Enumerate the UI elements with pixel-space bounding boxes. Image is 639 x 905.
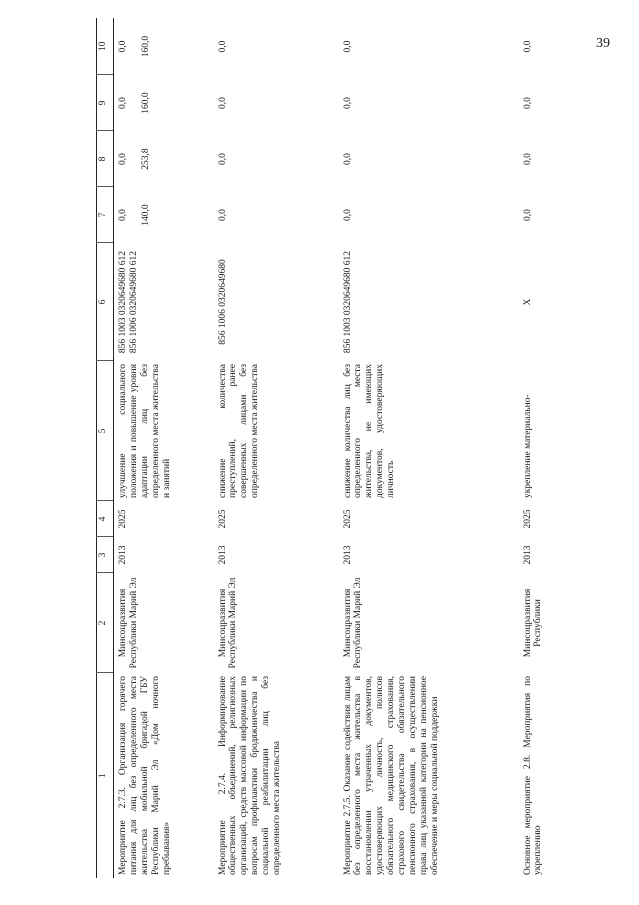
- start-year: 2013: [217, 545, 228, 565]
- header-cell: 4: [97, 501, 114, 537]
- start-year: 2013: [522, 545, 533, 565]
- value-col8: [114, 131, 214, 187]
- budget-code-line: 856 1003 0320649680 612: [118, 250, 128, 354]
- value-col10: 0,0: [342, 40, 353, 53]
- header-cell: 8: [97, 131, 114, 187]
- header-row: [97, 18, 114, 878]
- value: 0,0: [118, 153, 128, 165]
- header-cell: 6: [97, 243, 114, 361]
- measure-name: Мероприятие 2.7.3. Организация горячего питания для лиц без определенного места жительства мобильной бригадой ГБУ Республики Марий Эл «Дом ночного пребывания»: [118, 676, 172, 875]
- expected-result: улучшение социального положения и повышение уровня адаптации лиц без определенного места жительства и занятий: [118, 364, 172, 498]
- expected-result: снижение количества лиц без определенного места жительства, не имеющих документов, удостоверяющих личность: [342, 364, 397, 498]
- table-row: [339, 18, 519, 878]
- value-col8: 0,0: [342, 153, 353, 165]
- value-col8: 0,0: [522, 153, 533, 165]
- measure-name: Основное мероприятие 2.8. Мероприятия по укреплению: [522, 676, 544, 875]
- value-col10: 0,0: [217, 40, 228, 53]
- value: 0,0: [118, 209, 128, 221]
- value-col8: 0,0: [217, 153, 228, 165]
- measure-name: Мероприятие 2.7.4. Информирование общественных объединений, религиозных организаций, средств массовой информации по вопросам профилактики бродяжничества и социальной реабилитации лиц без определенного места жительства: [217, 676, 283, 875]
- executor: Минсоцразвития Республики Марий Эл: [118, 577, 139, 669]
- budget-code-line: 856 1006 0320649680 612: [128, 250, 139, 354]
- value: 253,8: [140, 148, 151, 170]
- header-cell: 5: [97, 361, 114, 501]
- executor: Минсоцразвития Республики Марий Эл: [217, 577, 239, 669]
- header-cell: 7: [97, 187, 114, 243]
- end-year: 2025: [342, 509, 353, 529]
- table-row: [519, 18, 559, 878]
- budget-code: X: [522, 298, 533, 306]
- executor: Минсоцразвития Республики: [522, 588, 544, 658]
- value-col9: 0,0: [342, 97, 353, 109]
- value-col9: 0,0: [522, 97, 533, 109]
- value: 0,0: [118, 40, 128, 53]
- value-col9: 0,0: [217, 97, 228, 109]
- start-year: 2013: [342, 545, 353, 565]
- end-year: 2025: [522, 509, 533, 529]
- header-cell: 10: [97, 18, 114, 75]
- value-col9: [114, 75, 214, 131]
- budget-code: 856 1003 0320649680 612: [342, 250, 353, 354]
- budget-code: 856 1006 0320649680: [217, 259, 228, 345]
- value-col7: 0,0: [522, 209, 533, 221]
- value: 0,0: [118, 97, 128, 109]
- header-cell: 9: [97, 75, 114, 131]
- table-row: [114, 18, 214, 878]
- measure-name: Мероприятие 2.7.5. Оказание содействия лицам без определенного места жительства в восстановлении утраченных документов, удостоверяющих личность, полисов обязательного медицинского страхования, страхового свидетельства обязательного пенсионного страхования, в осуществлении права лиц указанной категории на пенсионное обеспечение и меры социальной поддержки: [342, 676, 440, 875]
- page-number: 39: [596, 36, 610, 51]
- table-row: [214, 18, 339, 878]
- value-col7: [114, 187, 214, 243]
- header-cell: 2: [97, 573, 114, 673]
- header-cell: 3: [97, 537, 114, 573]
- rotated-table-container: [96, 18, 616, 878]
- value-col10: 0,0: [522, 40, 533, 53]
- start-year: 2013: [118, 545, 128, 565]
- executor: Минсоцразвития Республики Марий Эл: [342, 577, 364, 669]
- value: 160,0: [140, 92, 151, 114]
- value-col7: 0,0: [217, 209, 228, 221]
- expected-result: снижение количества преступлений, ранее совершенных лицами без определенного места жительства: [217, 364, 261, 498]
- value-col10: [114, 18, 214, 75]
- header-cell: 1: [97, 673, 114, 878]
- value: 160,0: [140, 35, 151, 58]
- budget-code: [114, 243, 214, 361]
- program-measures-table: [96, 18, 559, 878]
- value: 140,0: [140, 204, 151, 226]
- value-col7: 0,0: [342, 209, 353, 221]
- end-year: 2025: [118, 509, 128, 529]
- end-year: 2025: [217, 509, 228, 529]
- expected-result: укрепление материально-: [522, 394, 533, 498]
